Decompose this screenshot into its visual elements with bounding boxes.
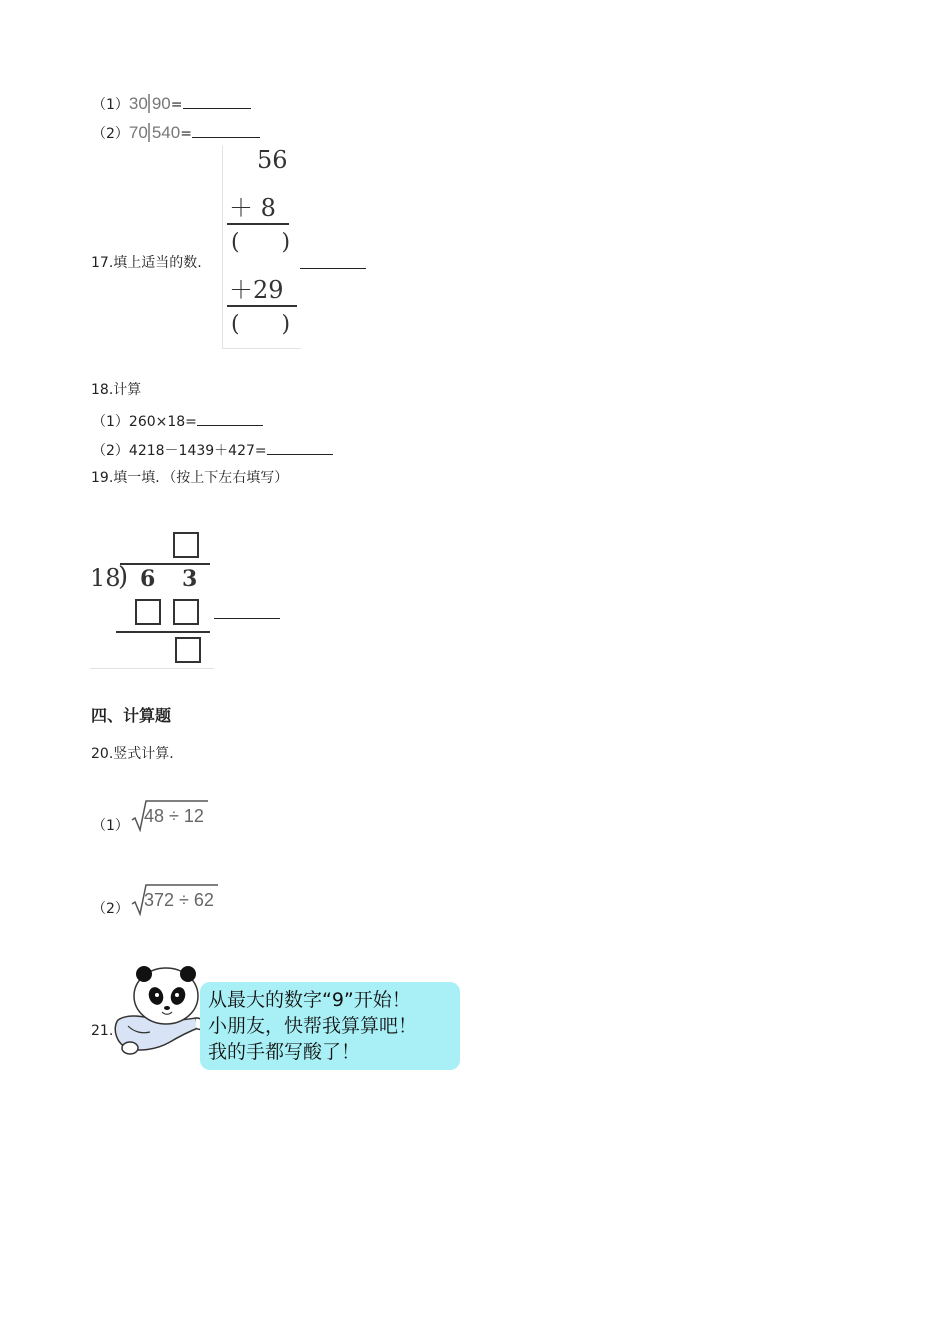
q16-item2-dividend: 540 — [148, 123, 180, 142]
q16-item1-answer-blank[interactable] — [183, 94, 251, 109]
q20-item1-sqrt — [130, 798, 210, 832]
q17-paren1[interactable]: ( ) — [231, 230, 291, 255]
q21-label: 21. — [91, 1023, 114, 1039]
bubble-line2: 小朋友，快帮我算算吧！ — [208, 1015, 418, 1037]
q16-item2-eq: = — [180, 126, 192, 142]
bubble-line1: 从最大的数字“9”开始！ — [208, 989, 411, 1011]
q17-top-number: 56 — [257, 146, 288, 174]
section4-heading: 四、计算题 — [91, 706, 172, 725]
q19-divisor: 18 — [90, 564, 121, 592]
q18-item2-text: （2）4218－1439＋427= — [92, 443, 267, 459]
q16-item1-divisor: 30 — [128, 94, 148, 113]
q19-remainder-box[interactable] — [175, 637, 201, 663]
q19-answer-blank[interactable] — [214, 604, 280, 619]
q18-item2-answer-blank[interactable] — [267, 440, 333, 455]
speech-bubble — [200, 982, 460, 1070]
q18-item1-answer-blank[interactable] — [197, 411, 263, 426]
q19-subtract-rule — [116, 631, 210, 633]
panda-illustration — [108, 962, 208, 1058]
q19-product-box1[interactable] — [135, 599, 161, 625]
q16-item1-label: （1） — [92, 97, 129, 113]
q16-item2-divisor: 70 — [128, 123, 148, 142]
q19-dividend-digit2: 3 — [182, 566, 198, 592]
q20-item2-label: （2） — [92, 901, 129, 917]
q19-division-bar — [120, 563, 210, 565]
q17-paren2[interactable]: ( ) — [231, 312, 291, 337]
q17-add1: ＋ 8 — [229, 194, 276, 222]
q20-title: 20.竖式计算. — [91, 746, 174, 762]
q18-title: 18.计算 — [91, 382, 142, 398]
q17-answer-blank[interactable] — [300, 254, 366, 269]
panda-icon — [108, 962, 208, 1058]
q16-item1 — [92, 94, 251, 114]
q18-item2 — [92, 440, 333, 460]
q19-title: 19.填一填．（按上下左右填写） — [91, 470, 289, 486]
q16-item2 — [92, 123, 260, 143]
q19-bracket: ) — [118, 562, 129, 592]
q19-figure — [90, 528, 214, 669]
q17-label: 17.填上适当的数. — [91, 255, 202, 271]
q19-product-box2[interactable] — [173, 599, 199, 625]
q19-dividend-digit1: 6 — [140, 566, 156, 592]
q17-rule1 — [227, 223, 289, 225]
q16-item2-answer-blank[interactable] — [192, 123, 260, 138]
q17-rule2 — [227, 305, 297, 307]
bubble-line3: 我的手都写酸了！ — [208, 1041, 361, 1063]
q20-item2-expr: 372 ÷ 62 — [144, 890, 214, 910]
q20-item1-expr: 48 ÷ 12 — [144, 806, 204, 826]
q19-quotient-box[interactable] — [173, 532, 199, 558]
q16-item1-eq: = — [170, 97, 183, 113]
q16-item2-label: （2） — [92, 126, 129, 142]
q16-item1-dividend: 90 — [148, 94, 171, 113]
q17-add2: ＋29 — [229, 276, 284, 304]
q17-figure — [222, 146, 301, 349]
q18-item1 — [92, 411, 263, 431]
q18-item1-text: （1）260×18= — [92, 414, 197, 430]
q20-item1-label: （1） — [92, 818, 129, 834]
q20-item2-sqrt — [130, 882, 220, 916]
